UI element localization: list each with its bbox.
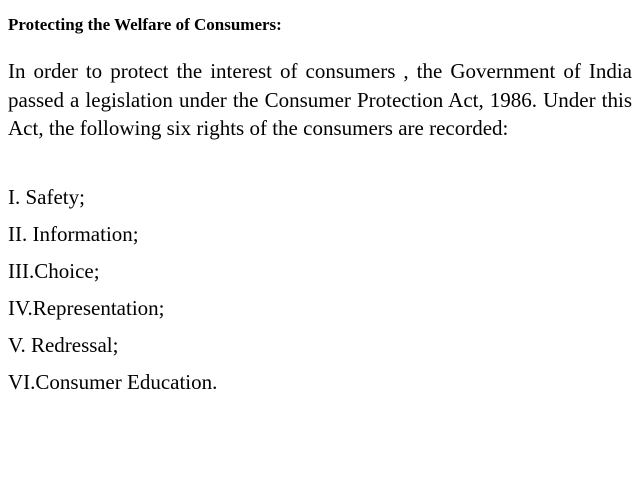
list-item-choice: III.Choice; — [8, 259, 100, 283]
section-heading: Protecting the Welfare of Consumers: — [8, 15, 282, 34]
list-item-representation: IV.Representation; — [8, 296, 165, 320]
list-item-redressal: V. Redressal; — [8, 333, 119, 357]
intro-paragraph: In order to protect the interest of consumers , the Government of India passed a legislation under the Consumer Protection Act, 1986. Under this Act, the following six rights of the consumers are recorded: — [8, 59, 632, 140]
list-item-information: II. Information; — [8, 222, 139, 246]
list-item-safety: I. Safety; — [8, 185, 85, 209]
rights-list — [8, 183, 217, 405]
list-item-consumer-education: VI.Consumer Education. — [8, 370, 218, 394]
